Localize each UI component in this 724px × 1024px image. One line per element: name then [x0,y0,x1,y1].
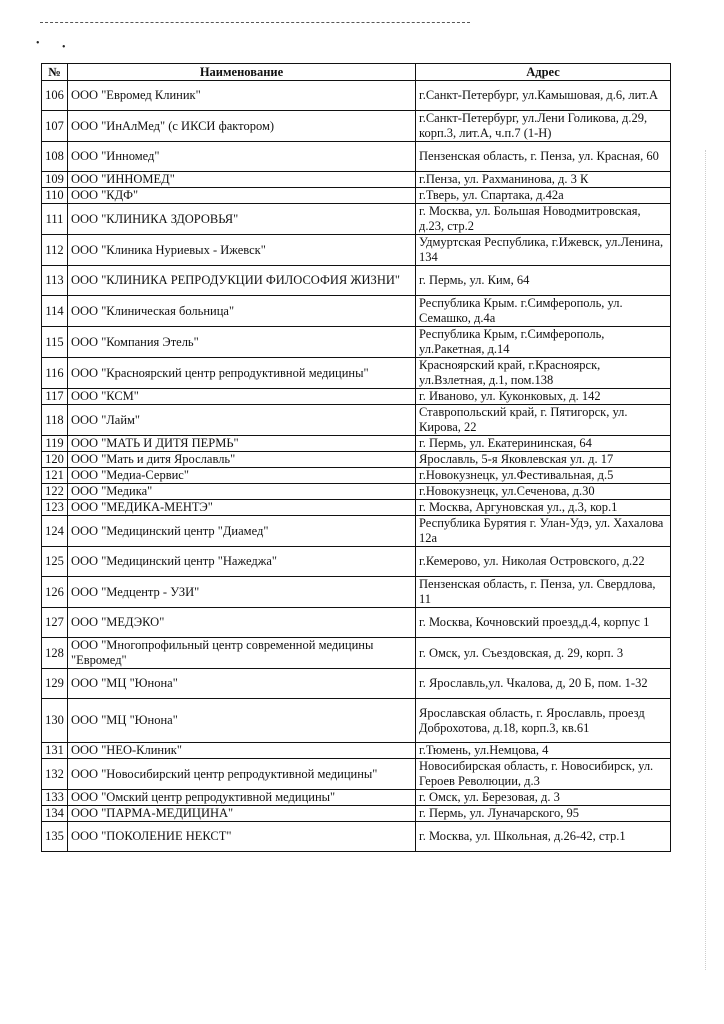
organization-address: Республика Бурятия г. Улан-Удэ, ул. Хахалова 12а [416,516,671,547]
organization-name: ООО "Компания Этель" [68,327,416,358]
organization-address: г. Москва, Кочновский проезд,д.4, корпус 1 [416,608,671,638]
table-row [42,577,671,608]
scan-artifact-dot: • [62,42,66,53]
organization-name: ООО "ПАРМА-МЕДИЦИНА" [68,806,416,822]
organization-address: Ставропольский край, г. Пятигорск, ул. Кирова, 22 [416,405,671,436]
organization-address: г.Тюмень, ул.Немцова, 4 [416,743,671,759]
organization-address: г. Москва, ул. Школьная, д.26-42, стр.1 [416,822,671,852]
organization-address: г.Пенза, ул. Рахманинова, д. 3 К [416,172,671,188]
organization-address: г.Новокузнецк, ул.Фестивальная, д.5 [416,468,671,484]
organization-name: ООО "МЕДЭКО" [68,608,416,638]
organization-name: ООО "ИННОМЕД" [68,172,416,188]
table-row [42,358,671,389]
organization-name: ООО "Омский центр репродуктивной медицины" [68,790,416,806]
organization-address: г. Иваново, ул. Куконковых, д. 142 [416,389,671,405]
organizations-table [41,63,671,852]
organization-name: ООО "Лайм" [68,405,416,436]
table-row [42,405,671,436]
row-number: 131 [42,743,68,759]
organization-name: ООО "КСМ" [68,389,416,405]
row-number: 135 [42,822,68,852]
organization-address: Красноярский край, г.Красноярск, ул.Взлетная, д.1, пом.138 [416,358,671,389]
table-row [42,452,671,468]
table-row [42,743,671,759]
row-number: 106 [42,81,68,111]
row-number: 122 [42,484,68,500]
organization-name: ООО "Инномед" [68,142,416,172]
table-row [42,468,671,484]
table-row [42,822,671,852]
organization-name: ООО "МАТЬ И ДИТЯ ПЕРМЬ" [68,436,416,452]
row-number: 126 [42,577,68,608]
table-row [42,172,671,188]
table-row [42,142,671,172]
organization-name: ООО "Новосибирский центр репродуктивной медицины" [68,759,416,790]
row-number: 132 [42,759,68,790]
row-number: 134 [42,806,68,822]
table-header-row [42,64,671,81]
row-number: 114 [42,296,68,327]
column-header-number: № [42,64,68,81]
organization-address: г. Омск, ул. Березовая, д. 3 [416,790,671,806]
row-number: 128 [42,638,68,669]
row-number: 117 [42,389,68,405]
organization-address: г. Пермь, ул. Луначарского, 95 [416,806,671,822]
table-row [42,790,671,806]
row-number: 120 [42,452,68,468]
organization-address: Пензенская область, г. Пенза, ул. Красная, 60 [416,142,671,172]
organization-name: ООО "Красноярский центр репродуктивной медицины" [68,358,416,389]
row-number: 109 [42,172,68,188]
row-number: 133 [42,790,68,806]
scan-artifact-edge [705,150,706,970]
column-header-address: Адрес [416,64,671,81]
row-number: 108 [42,142,68,172]
organization-name: ООО "Многопрофильный центр современной медицины "Евромед" [68,638,416,669]
table-row [42,516,671,547]
row-number: 111 [42,204,68,235]
organization-name: ООО "Медицинский центр "Нажеджа" [68,547,416,577]
row-number: 130 [42,699,68,743]
table-row [42,188,671,204]
organization-address: Ярославская область, г. Ярославль, проезд Доброхотова, д.18, корп.3, кв.61 [416,699,671,743]
table-row [42,389,671,405]
organization-name: ООО "ИнАлМед" (с ИКСИ фактором) [68,111,416,142]
organization-name: ООО "КДФ" [68,188,416,204]
organization-address: г. Москва, Аргуновская ул., д.3, кор.1 [416,500,671,516]
organization-name: ООО "КЛИНИКА РЕПРОДУКЦИИ ФИЛОСОФИЯ ЖИЗНИ" [68,266,416,296]
organization-address: г. Пермь, ул. Екатерининская, 64 [416,436,671,452]
organization-name: ООО "Мать и дитя Ярославль" [68,452,416,468]
organization-name: ООО "Евромед Клиник" [68,81,416,111]
table-row [42,806,671,822]
row-number: 113 [42,266,68,296]
organization-address: г. Москва, ул. Большая Новодмитровская, д.23, стр.2 [416,204,671,235]
organization-name: ООО "МЦ "Юнона" [68,669,416,699]
row-number: 115 [42,327,68,358]
organization-address: г. Пермь, ул. Ким, 64 [416,266,671,296]
table-row [42,759,671,790]
table-row [42,669,671,699]
organization-address: г.Санкт-Петербург, ул.Лени Голикова, д.29, корп.3, лит.А, ч.п.7 (1-Н) [416,111,671,142]
organization-address: Удмуртская Республика, г.Ижевск, ул.Ленина, 134 [416,235,671,266]
row-number: 124 [42,516,68,547]
table-row [42,638,671,669]
organization-name: ООО "МЕДИКА-МЕНТЭ" [68,500,416,516]
table-row [42,327,671,358]
table-row [42,699,671,743]
organization-name: ООО "Медицинский центр "Диамед" [68,516,416,547]
row-number: 129 [42,669,68,699]
organization-name: ООО "Медиа-Сервис" [68,468,416,484]
organization-address: г. Ярославль,ул. Чкалова, д, 20 Б, пом. 1-32 [416,669,671,699]
organization-name: ООО "КЛИНИКА ЗДОРОВЬЯ" [68,204,416,235]
row-number: 125 [42,547,68,577]
organization-address: Республика Крым, г.Симферополь, ул.Ракетная, д.14 [416,327,671,358]
row-number: 118 [42,405,68,436]
organization-address: г. Омск, ул. Съездовская, д. 29, корп. 3 [416,638,671,669]
scan-artifact-dot: • [36,38,40,49]
table-row [42,204,671,235]
organization-address: Ярославль, 5-я Яковлевская ул. д. 17 [416,452,671,468]
row-number: 123 [42,500,68,516]
column-header-name: Наименование [68,64,416,81]
table-row [42,81,671,111]
table-row [42,436,671,452]
organization-address: Пензенская область, г. Пенза, ул. Свердлова, 11 [416,577,671,608]
organization-address: Новосибирская область, г. Новосибирск, ул. Героев Революции, д.3 [416,759,671,790]
table-row [42,111,671,142]
organization-name: ООО "Медцентр - УЗИ" [68,577,416,608]
row-number: 127 [42,608,68,638]
organization-address: г.Тверь, ул. Спартака, д.42а [416,188,671,204]
table-row [42,266,671,296]
organization-address: Республика Крым. г.Симферополь, ул. Семашко, д.4а [416,296,671,327]
table-row [42,296,671,327]
organization-name: ООО "ПОКОЛЕНИЕ НЕКСТ" [68,822,416,852]
table-row [42,500,671,516]
row-number: 112 [42,235,68,266]
scan-artifact-line [40,22,470,23]
organization-name: ООО "НЕО-Клиник" [68,743,416,759]
row-number: 116 [42,358,68,389]
table-row [42,547,671,577]
organization-address: г.Новокузнецк, ул.Сеченова, д.30 [416,484,671,500]
organization-address: г.Кемерово, ул. Николая Островского, д.22 [416,547,671,577]
organization-name: ООО "МЦ "Юнона" [68,699,416,743]
table-row [42,235,671,266]
organization-address: г.Санкт-Петербург, ул.Камышовая, д.6, лит.А [416,81,671,111]
row-number: 121 [42,468,68,484]
organization-name: ООО "Клиника Нуриевых - Ижевск" [68,235,416,266]
row-number: 107 [42,111,68,142]
table-row [42,608,671,638]
row-number: 119 [42,436,68,452]
organization-name: ООО "Медика" [68,484,416,500]
table-row [42,484,671,500]
organization-name: ООО "Клиническая больница" [68,296,416,327]
row-number: 110 [42,188,68,204]
